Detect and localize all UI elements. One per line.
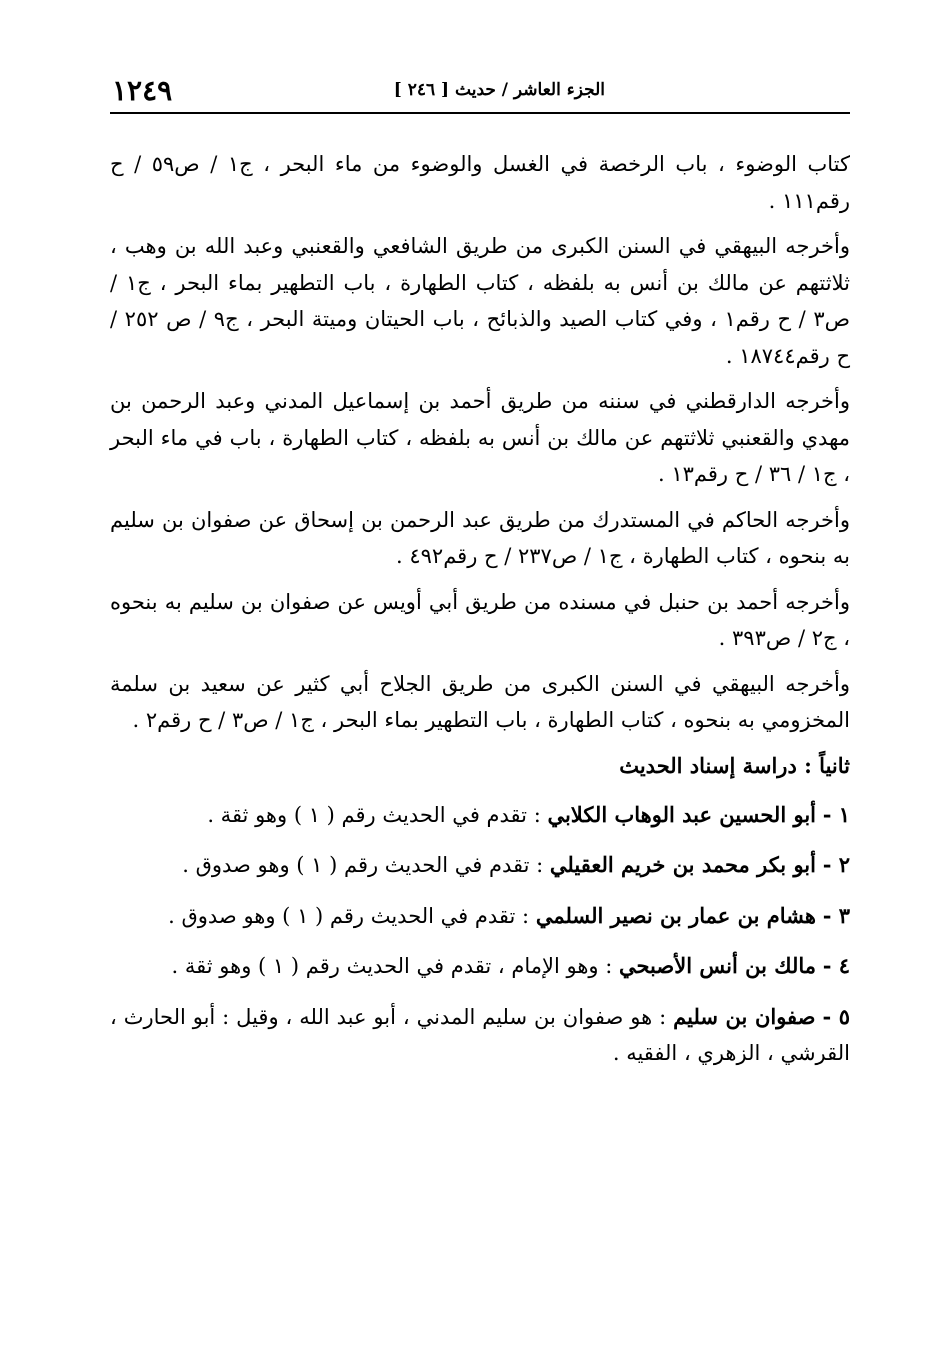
takhrij-paragraph: وأخرجه الحاكم في المستدرك من طريق عبد الرحمن بن إسحاق عن صفوان بن سليم به بنحوه ، كتاب الطهارة ، ج١ / ص٢٣٧ / ح رقم٤٩٢ . [110,507,850,569]
narrator-entry [110,898,850,935]
narrator-name: أبو بكر محمد بن خريم العقيلي [549,852,816,878]
narrator-entry [110,948,850,985]
narrator-note: : تقدم في الحديث رقم ( ١ ) وهو صدوق . [182,853,550,878]
takhrij-paragraph: كتاب الوضوء ، باب الرخصة في الغسل والوضوء من ماء البحر ، ج١ / ص٥٩ / ح رقم١١١ . [110,152,850,213]
narrator-name: هشام بن عمار بن نصير السلمي [535,902,816,928]
narrator-number: ٢ - [822,852,850,878]
page-body [110,146,850,1072]
takhrij-paragraph: وأخرجه أحمد بن حنبل في مسنده من طريق أبي أويس عن صفوان بن سليم به بنحوه ، ج٢ / ص٣٩٣ . [110,589,850,651]
book-page [110,72,850,1086]
narrator-note: : تقدم في الحديث رقم ( ١ ) وهو ثقة . [207,802,548,827]
narrator-note: : وهو الإمام ، تقدم في الحديث رقم ( ١ ) وهو ثقة . [171,954,619,979]
page-number: ١٢٤٩ [112,74,173,107]
narrator-number: ٥ - [822,1003,850,1029]
narrator-number: ٤ - [822,953,850,979]
narrator-note: : هو صفوان بن سليم المدني ، أبو عبد الله ، وقيل : أبو الحارث ، القرشي ، الزهري ، الفقيه . [110,1004,850,1066]
narrator-entry [110,999,850,1072]
narrator-name: صفوان بن سليم [673,1003,816,1029]
section-title: ثانياً : دراسة إسناد الحديث [619,752,850,778]
narrator-number: ١ - [822,801,850,827]
narrator-number: ٣ - [822,902,850,928]
narrator-note: : تقدم في الحديث رقم ( ١ ) وهو صدوق . [168,903,536,928]
takhrij-paragraph: وأخرجه البيهقي في السنن الكبرى من طريق الجلاح أبي كثير عن سعيد بن سلمة المخزومي به بنحوه ، كتاب الطهارة ، باب التطهير بماء البحر ، ج١ / ص٣ / ح رقم٢ . [110,671,850,733]
narrator-entry [110,797,850,834]
narrator-name: مالك بن أنس الأصبحي [619,953,816,979]
takhrij-paragraph: وأخرجه البيهقي في السنن الكبرى من طريق الشافعي والقعنبي وعبد الله بن وهب ، ثلاثتهم عن مالك بن أنس به بلفظه ، كتاب الطهارة ، باب التطهير بماء البحر ، ج١ / ص٣ / ح رقم١ ، وفي كتاب الصيد والذبائح ، باب الحيتان وميتة البحر ، ج٩ / ص ٢٥٢ / ح رقم١٨٧٤٤ . [110,234,850,368]
narrator-entry [110,847,850,884]
running-title: الجزء العاشر / حديث [ ٢٤٦ ] [393,80,605,100]
takhrij-paragraph: وأخرجه الدارقطني في سننه من طريق أحمد بن إسماعيل المدني وعبد الرحمن بن مهدي والقعنبي ثلاثتهم عن مالك بن أنس به بلفظه ، كتاب الطهارة ، باب في ماء البحر ، ج١ / ٣٦ / ح رقم١٣ . [110,389,850,487]
narrator-name: أبو الحسين عبد الوهاب الكلابي [547,801,816,827]
page-header [110,72,850,114]
